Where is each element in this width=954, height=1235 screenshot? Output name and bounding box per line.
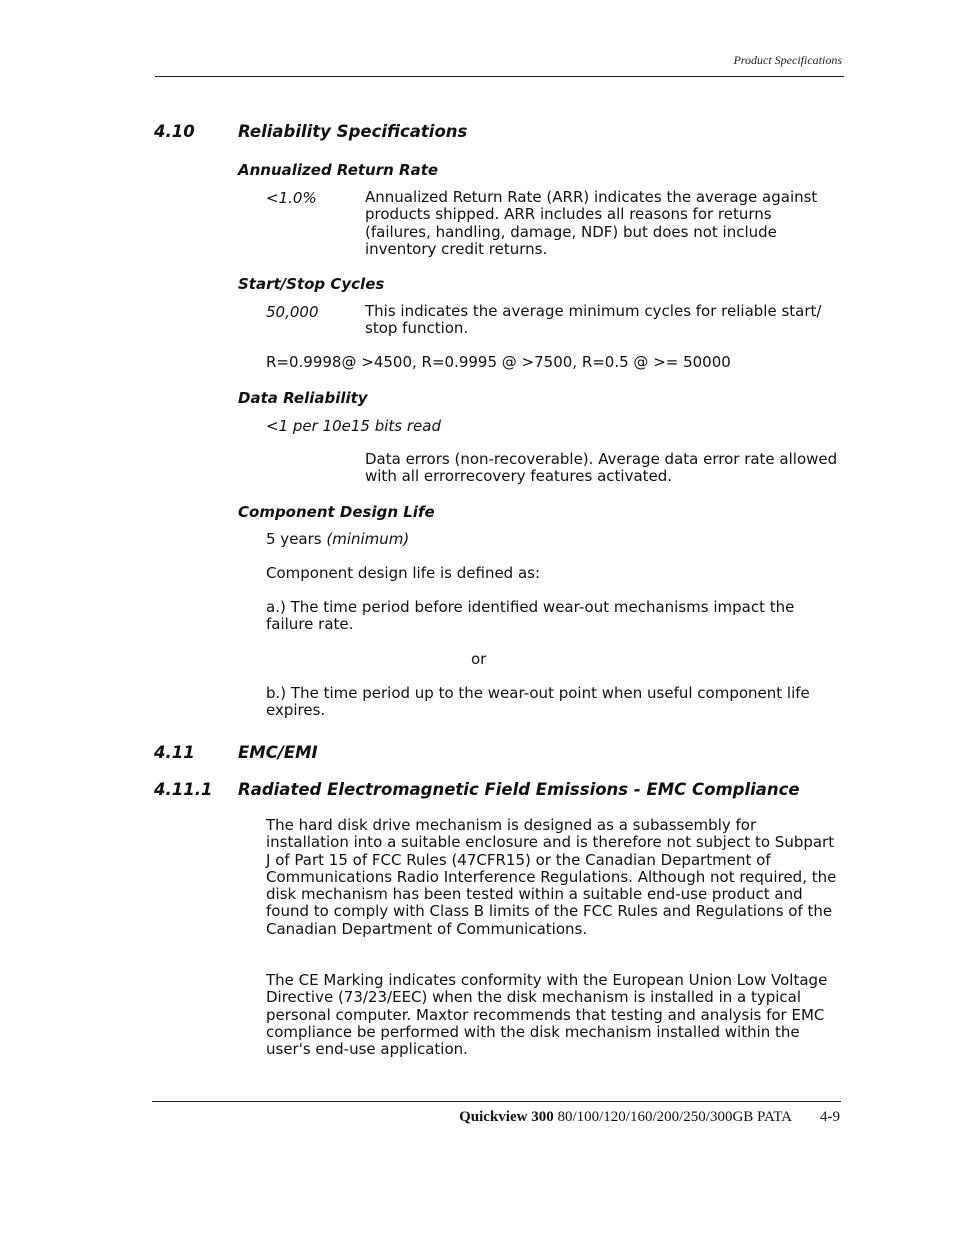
subheading-data-reliability: Data Reliability bbox=[238, 389, 368, 407]
ssc-formula: R=0.9998@ >4500, R=0.9995 @ >7500, R=0.5 @ >= 50000 bbox=[266, 353, 731, 371]
section-number: 4.11.1 bbox=[154, 780, 213, 799]
subheading-component-life: Component Design Life bbox=[238, 503, 435, 521]
cdl-value-note: (minimum) bbox=[326, 530, 410, 548]
footer-product-name: Quickview 300 bbox=[459, 1109, 554, 1125]
cdl-or: or bbox=[471, 650, 487, 668]
ssc-description: This indicates the average minimum cycles for reliable start/ stop function. bbox=[365, 302, 822, 338]
running-header: Product Specifications bbox=[733, 53, 842, 67]
footer-product-models: 80/100/120/160/200/250/300GB PATA bbox=[553, 1109, 792, 1125]
section-number: 4.10 bbox=[154, 122, 195, 141]
arr-description: Annualized Return Rate (ARR) indicates the average against products shipped. ARR includes all reasons for returns (failures, handling, damage, NDF) but does not include inventory credit returns. bbox=[365, 188, 818, 258]
cdl-value-main: 5 years bbox=[266, 530, 327, 548]
cdl-item-a: a.) The time period before identified wear-out mechanisms impact the failure rate. bbox=[266, 598, 795, 634]
section-title: Radiated Electromagnetic Field Emissions - EMC Compliance bbox=[238, 780, 800, 799]
ssc-value: 50,000 bbox=[266, 303, 319, 321]
emc-paragraph-2: The CE Marking indicates conformity with the European Union Low Voltage Directive (73/23/EEC) when the disk mechanism is installed in a typical personal computer. Maxtor recommends that testing and analysis for EMC compliance be performed with the disk mechanism installed within the user's end-use application. bbox=[266, 971, 828, 1059]
dr-value: <1 per 10e15 bits read bbox=[266, 417, 441, 435]
section-title: Reliability Specifications bbox=[238, 122, 468, 141]
cdl-item-b: b.) The time period up to the wear-out point when useful component life expires. bbox=[266, 684, 810, 720]
section-title: EMC/EMI bbox=[238, 743, 318, 762]
emc-paragraph-1: The hard disk drive mechanism is designed as a subassembly for installation into a suitable enclosure and is therefore not subject to Subpart J of Part 15 of FCC Rules (47CFR15) or the Canadian Department of Communications Radio Interference Regulations. Although not required, the disk mechanism has been tested within a suitable end-use product and found to comply with Class B limits of the FCC Rules and Regulations of the Canadian Department of Communications. bbox=[266, 816, 837, 938]
section-number: 4.11 bbox=[154, 743, 195, 762]
subheading-start-stop: Start/Stop Cycles bbox=[238, 275, 385, 293]
subheading-arr: Annualized Return Rate bbox=[238, 161, 439, 179]
footer-rule bbox=[152, 1101, 841, 1102]
arr-value: <1.0% bbox=[266, 189, 317, 207]
dr-description: Data errors (non-recoverable). Average data error rate allowed with all errorrecovery features activated. bbox=[365, 450, 838, 486]
footer bbox=[459, 1109, 840, 1126]
cdl-intro: Component design life is defined as: bbox=[266, 564, 541, 582]
cdl-value bbox=[266, 531, 841, 548]
header-rule bbox=[155, 76, 844, 77]
page-number: 4-9 bbox=[820, 1109, 840, 1125]
